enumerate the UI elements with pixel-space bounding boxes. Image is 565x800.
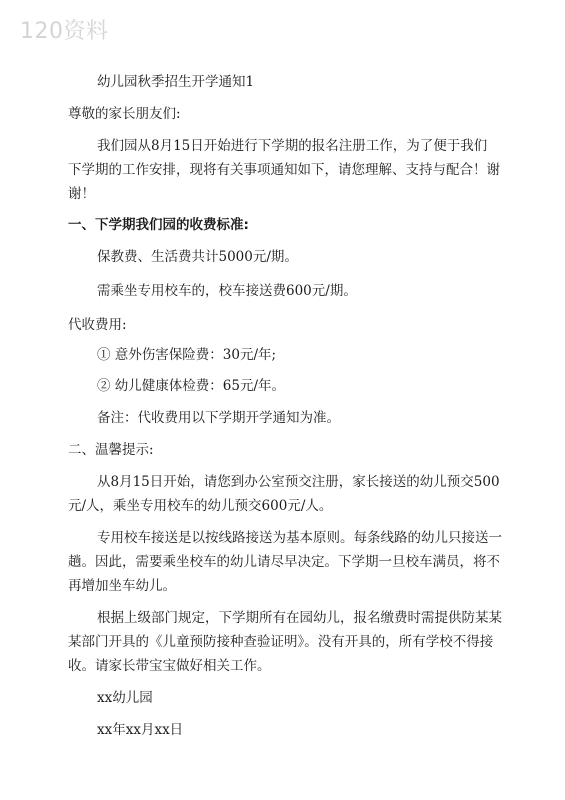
watermark-logo: 120资料 — [20, 19, 109, 44]
intro-line-2: 下学期的工作安排，现将有关事项通知如下，请您理解、支持与配合！谢 — [68, 162, 500, 178]
signature-date: xx年xx月xx日 — [97, 722, 184, 738]
collected-fees-label: 代收费用: — [68, 317, 127, 333]
section-heading-fees: 一、下学期我们园的收费标准: — [68, 217, 249, 233]
fee-item-tuition: 保教费、生活费共计5000元/期。 — [97, 249, 298, 265]
tip1-line-2: 元/人，乘坐专用校车的幼儿预交600元/人。 — [68, 498, 333, 514]
signature-organization: xx幼儿园 — [97, 690, 153, 706]
intro-line-3: 谢！ — [68, 186, 95, 202]
tip2-line-2: 趟。因此，需要乘坐校车的幼儿请尽早决定。下学期一旦校车满员，将不 — [68, 554, 500, 570]
tip3-line-3: 收。请家长带宝宝做好相关工作。 — [68, 658, 271, 674]
fee-item-bus: 需乘坐专用校车的，校车接送费600元/期。 — [97, 283, 357, 299]
tip2-line-1: 专用校车接送是以按线路接送为基本原则。每条线路的幼儿只接送一 — [97, 530, 502, 546]
tip1-line-1: 从8月15日开始，请您到办公室预交注册，家长接送的幼儿预交500 — [97, 474, 500, 490]
notice-title: 幼儿园秋季招生开学通知1 — [97, 74, 255, 90]
section-heading-tips: 二、温馨提示: — [68, 442, 154, 458]
tip3-line-2: 某部门开具的《儿童预防接种查验证明》。没有开具的，所有学校不得接 — [68, 634, 494, 650]
collected-fee-checkup: ② 幼儿健康体检费：65元/年。 — [97, 378, 286, 394]
salutation: 尊敬的家长朋友们: — [68, 106, 181, 122]
collected-fee-note: 备注：代收费用以下学期开学通知为准。 — [97, 410, 340, 426]
tip3-line-1: 根据上级部门规定，下学期所有在园幼儿，报名缴费时需提供防某某 — [97, 610, 502, 626]
intro-line-1: 我们园从8月15日开始进行下学期的报名注册工作，为了便于我们 — [97, 138, 488, 154]
tip2-line-3: 再增加坐车幼儿。 — [68, 578, 176, 594]
collected-fee-insurance: ① 意外伤害保险费：30元/年; — [97, 347, 277, 363]
